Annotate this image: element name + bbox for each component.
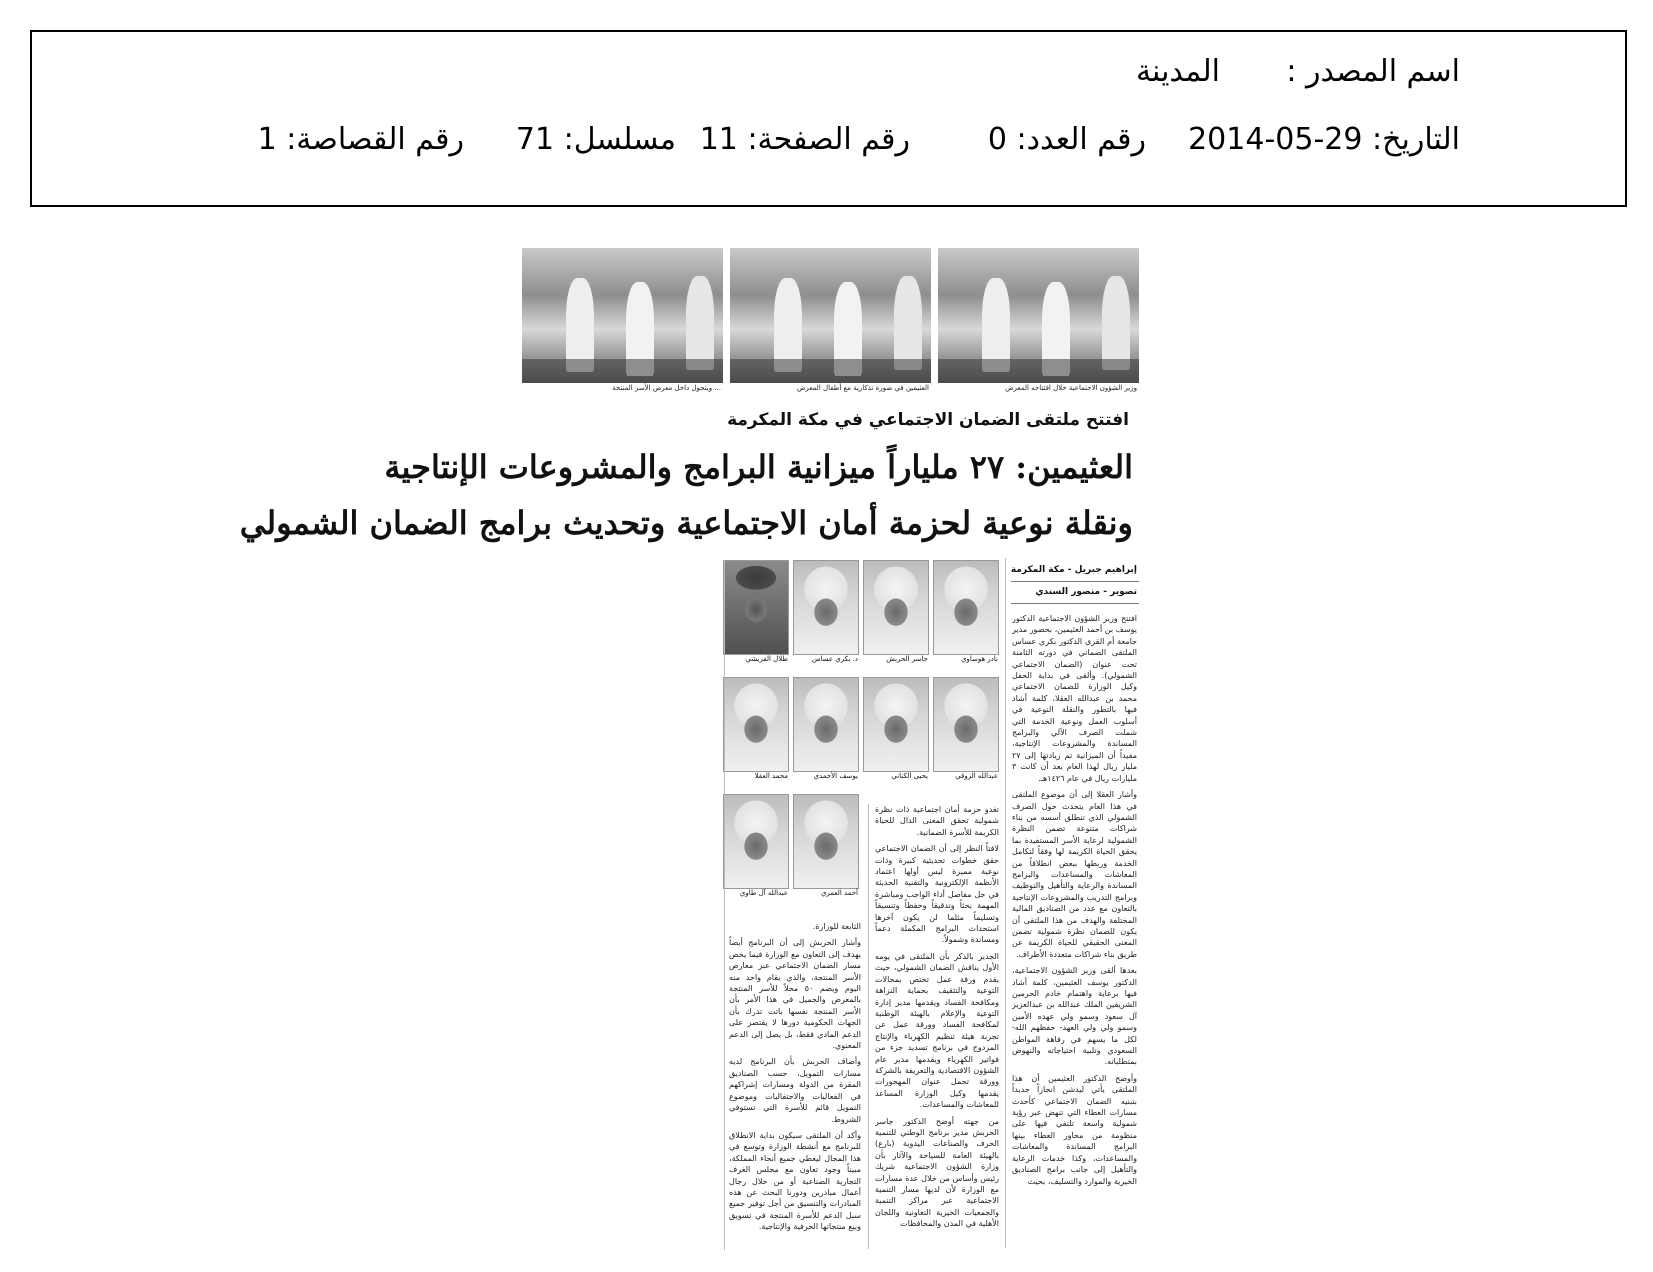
portrait-photo (723, 677, 789, 772)
photo-credit: تصوير - منصور السندي (1035, 587, 1137, 597)
paragraph: وأكد أن الملتقى سيكون بداية الانطلاق للبرنامج مع أنشطة الوزارة وتوسع في هذا المجال ليغطي جميع أنحاء المملكة، مبيناً وجود تعاون مع مجلس الغرف التجارية الصناعية أو من خلال رجال أعمال مبادرين ودورنا البحث عن هذه المبادرات والتنسيق من أجل توفير جميع سبل الدعم للأسرة المنتجة في تسويق وبيع منتجاتها الحرفية والإنتاجية. (729, 1130, 861, 1232)
paragraph: لافتاً النظر إلى أن الضمان الاجتماعي حقق خطوات تحديثية كبيرة وذات نوعية مميزة ليس أولها اعتماد الأنظمة الإلكترونية والتقنية الحديثة في جل مفاصل أداء الواجب ومباشرة المهمة بحثاً وتدقيقاً وحفظاً وتنسيقاً وتسليماً مثلما لن يكون آخرها استحداث البرامج المكملة دعماً ومساندة وشمولاً. (875, 844, 999, 945)
portrait (723, 677, 789, 780)
paragraph: تغدو حزمة أمان اجتماعية ذات نظرة شمولية تحقق المعنى الدال للحياة الكريمة للأسرة الضمانية. (875, 805, 999, 837)
portrait-name: عبدالله آل طاوي (739, 889, 788, 897)
portrait-photo (933, 677, 999, 772)
source-value: المدينة (1135, 54, 1220, 89)
photo-caption: ... ويتجول داخل معرض الأسر المنتجة (612, 384, 721, 392)
page-number-field: رقم الصفحة: 11 (699, 122, 910, 157)
portrait-name: أحمد العمري (820, 889, 858, 897)
paragraph: وأضاف الحربش بأن البرنامج لديه مسارات التمويل، حسب الصناديق المقرة من الدولة ومسارات إشراكهم في الفعاليات والاحتفاليات وموضوع التمويل قائم للأسرة التي تستوفي الشروط. (729, 1057, 861, 1124)
headline-line-1: العثيمين: ٢٧ ملياراً ميزانية البرامج والمشروعات الإنتاجية (384, 448, 1133, 486)
portrait (723, 794, 789, 897)
portrait (863, 677, 929, 780)
paragraph: وأشار الحربش إلى أن البرنامج أيضاً يهدف إلى التعاون مع الوزارة فيما يخص مسار الضمان الاجتماعي عبر معارض الأسر المنتجة، والذي يقام واحد منه اليوم ويضم ٥٠ محلاً للأسر المنتجة بالمعرض والجميل في هذا الأمر بأن الأسر المنتجة نفسها باتت تدرك بأن الجهات الحكومية دورها لا يقتصر على الدعم المادي فقط، بل يصل إلى الدعم المعنوي. (729, 938, 861, 1051)
column-divider (1005, 558, 1006, 1248)
date-field: التاريخ: 29-05-2014 (1188, 122, 1460, 157)
portrait-name: نادر هوساوي (961, 655, 998, 663)
paragraph: افتتح وزير الشؤون الاجتماعية الدكتور يوسف بن أحمد العثيمين، بحضور مدير جامعة أم القرى الدكتور بكري عساس الملتقى الضماني في دورته الثامنة تحت عنوان (الضمان الاجتماعي الشمولي). وألقى في بداية الحفل وكيل الوزارة للضمان الاجتماعي محمد بن عبدالله العقلا، كلمة أشاد فيها بالتطور والنقلة النوعية في أسلوب العمل ونوعية الخدمة التي شملت الصرف الآلي والبرامج المساندة والمشروعات الإنتاجية، مفيداً أن الميزانية تم زيادتها إلى ٢٧ مليار ريال لهذا العام بعد أن كانت ٣ مليارات ريال في عام ١٤٢٦هـ. (1012, 614, 1137, 783)
portrait-name: عبدالله الزوقي (955, 772, 998, 780)
portrait (793, 560, 859, 663)
photo-caption: العثيمين في صورة تذكارية مع أطفال المعرض (796, 384, 929, 392)
portrait-name: جاسر الحربش (886, 655, 928, 663)
photo-image (522, 248, 723, 383)
photo-image (938, 248, 1139, 383)
photo-opening-ceremony (938, 248, 1139, 392)
byline-divider (1011, 581, 1139, 582)
photo-strip (522, 248, 1139, 392)
portrait-name: طلال الفريشي (745, 655, 788, 663)
portrait-name: محمد العقلا (754, 772, 788, 780)
portrait-photo (793, 677, 859, 772)
portrait-photo (723, 560, 789, 655)
article-column-1 (1012, 613, 1137, 1249)
paragraph: وأشار العقلا إلى أن موضوع الملتقى في هذا العام يتحدث حول الصرف الشمولي الذي تنطلق أسسه من بناء شراكات متنوعة تضمن النظرة الشمولية لرعاية الأسر المستفيدة بما يحقق الحياة الكريمة لها وفقاً لتكامل الخدمة وربطها ببعض انطلاقاً من المعاشات والمساعدات والبرامج المساندة والرعاية والتأهيل والتوظيف وبرامج التدريب والمشروعات الإنتاجية بالتعاون مع عدد من الصناديق المالية المختلفة والهدف من هذا الملتقى أن يكون للضمان نظرة شمولية تضمن المعنى الحقيقي للحياة الكريمة عن طريق بناء شراكات متعددة الأطراف. (1012, 790, 1137, 959)
column-divider (724, 560, 725, 1250)
portrait (863, 560, 929, 663)
portrait (933, 560, 999, 663)
portrait-photo (863, 560, 929, 655)
photo-exhibition-tour (522, 248, 723, 392)
portrait-photo (933, 560, 999, 655)
portrait-name: يوسف الأحمدي (813, 772, 858, 780)
portrait-photo (793, 560, 859, 655)
article-kicker: افتتح ملتقى الضمان الاجتماعي في مكة المكرمة (727, 410, 1129, 430)
photo-caption: وزير الشؤون الاجتماعية خلال افتتاحه المعرض (1005, 384, 1137, 392)
paragraph: بعدها ألقى وزير الشؤون الاجتماعية، الدكتور يوسف العثيمين، كلمة أشاد فيها برعاية واهتمام خادم الحرمين الشريفين الملك عبدالله بن عبدالعزيز آل سعود وسمو ولي عهده الأمين وسمو ولي ولي العهد- حفظهم الله- لكل ما يسهم في رفاهة المواطن السعودي وتلبية احتياجاته والنهوض بمتطلباته. (1012, 966, 1137, 1067)
portrait-name: يحيى الكناني (891, 772, 928, 780)
portrait (793, 794, 859, 897)
newspaper-clipping (239, 248, 1139, 1252)
paragraph: وأوضح الدكتور العثيمين أن هذا الملتقى يأتي ليدشن انجازاً جديداً بتبنيه الضمان الاجتماعي كأحدث مسارات العطاء التي تنهض عبر رؤية شمولية واسعة تلتقي فيها على منظومة من محاور العطاء بينها البرامج المساندة والمعاشات والمساعدات، وكذا خدمات الرعاية والتأهيل إلى جانب برامج الصناديق الخيرية والموارد والتسليف، بحيث (1012, 1073, 1137, 1186)
portrait (793, 677, 859, 780)
paragraph: الجدير بالذكر بأن الملتقى في يومه الأول يناقش الضمان الشمولي، حيث يقدم ورقة عمل تختص بمجالات التوعية والتثقيف بحماية النزاهة ومكافحة الفساد ويقدمها مدير إدارة التوعية والإعلام بالهيئة الوطنية لمكافحة الفساد وورقة عمل عن تجربة هيئة تنظيم الكهرباء والإنتاج المزدوج في برنامج تسديد جزء من فواتير الكهرباء ويقدمها مدير عام الشؤون الاقتصادية والتعريفة بالشركة وورقة تحمل عنوان المهجورات يقدمها وكيل الوزارة المساعد للمعاشات والمساعدات. (875, 951, 999, 1110)
article-column-3 (729, 921, 861, 1249)
portrait (933, 677, 999, 780)
portrait (723, 560, 789, 663)
serial-field: مسلسل: 71 (515, 122, 676, 157)
clip-number-field: رقم القصاصة: 1 (257, 122, 464, 157)
portrait-photo (723, 794, 789, 889)
photo-image (730, 248, 931, 383)
portrait-photo (863, 677, 929, 772)
byline-divider (1011, 603, 1139, 604)
paragraph: من جهته أوضح الدكتور جاسر الحربش مدير برنامج الوطني للتنمية الحرف والصناعات اليدوية (بارع) بالهيئة العامة للسياحة والآثار بأن وزارة الشؤون الاجتماعية شريك رئيس وأساس من خلال عدة مسارات مع الوزارة لأن لديها مسار التنمية الاجتماعية عبر مراكز التنمية والجمعيات الخيرية التعاونية واللجان الأهلية في المدن والمحافظات (875, 1116, 999, 1229)
photo-children-group (730, 248, 931, 392)
clipping-metadata-box (30, 30, 1627, 207)
paragraph: التابعة للوزارة. (812, 922, 861, 931)
article-column-2 (875, 804, 999, 1249)
byline: إبراهيم جبريل - مكة المكرمة (1010, 565, 1137, 575)
headline-line-2: ونقلة نوعية لحزمة أمان الاجتماعية وتحديث برامج الضمان الشمولي (239, 504, 1133, 542)
issue-number-field: رقم العدد: 0 (987, 122, 1146, 157)
column-divider (868, 804, 869, 1249)
portrait-photo (793, 794, 859, 889)
portrait-name: د. بكري عساس (811, 655, 858, 663)
source-label: اسم المصدر : (1286, 54, 1460, 89)
